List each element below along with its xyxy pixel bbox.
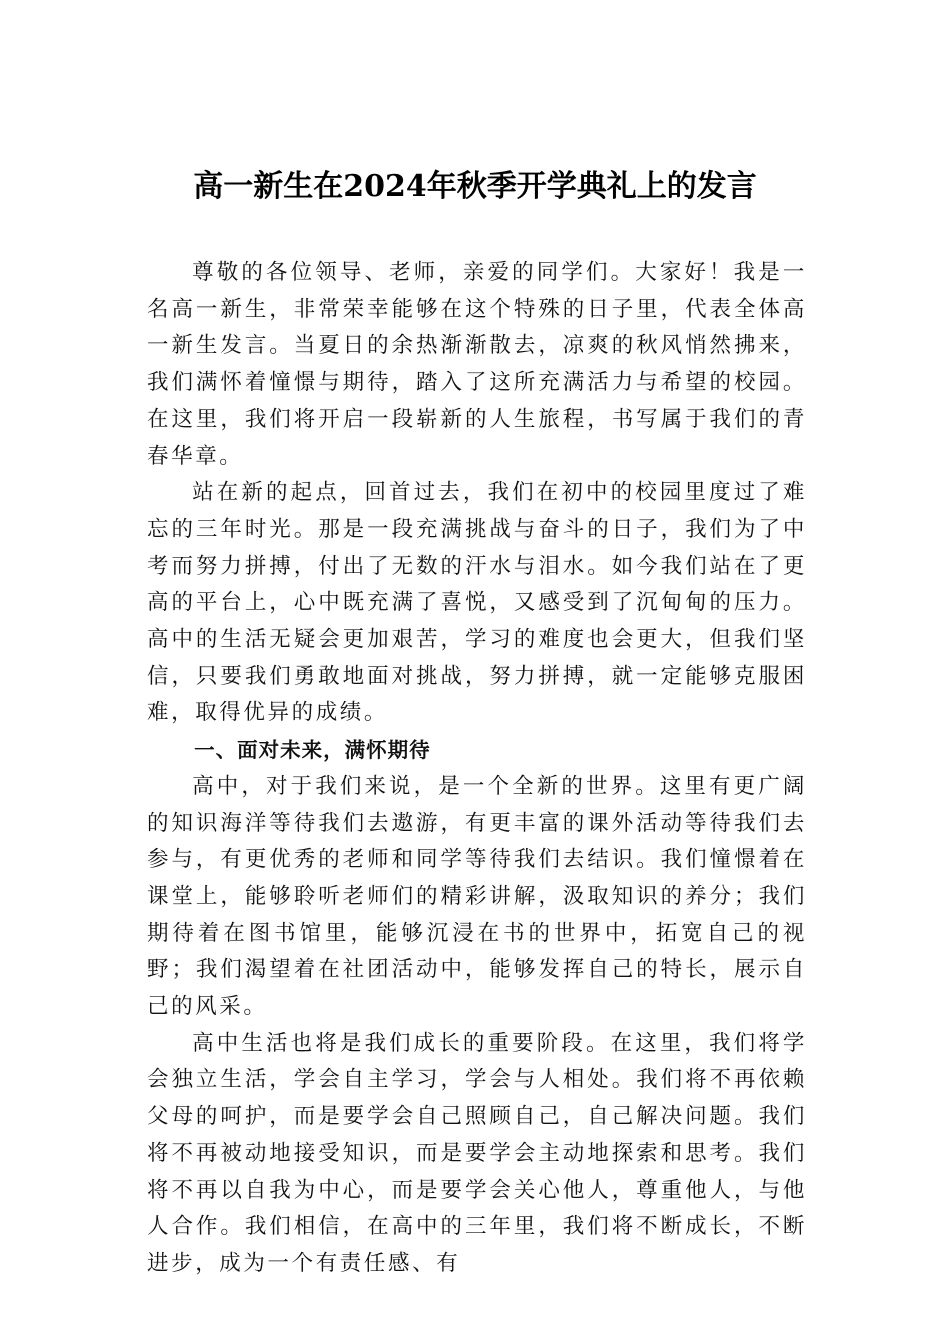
paragraph-new-world: 高中，对于我们来说，是一个全新的世界。这里有更广阔的知识海洋等待我们去遨游，有更丰富的课外活动等待我们去参与，有更优秀的老师和同学等待我们去结识。我们憧憬着在课堂上，能够聆听老师们的精彩讲解，汲取知识的养分；我们期待着在图书馆里，能够沉浸在书的世界中，拓宽自己的视野；我们渴望着在社团活动中，能够发挥自己的特长，展示自己的风采。 xyxy=(147,773,807,1020)
paragraph-looking-back: 站在新的起点，回首过去，我们在初中的校园里度过了难忘的三年时光。那是一段充满挑战与奋斗的日子，我们为了中考而努力拼搏，付出了无数的汗水与泪水。如今我们站在了更高的平台上，心中既充满了喜悦，又感受到了沉甸甸的压力。高中的生活无疑会更加艰苦，学习的难度也会更大，但我们坚信，只要我们勇敢地面对挑战，努力拼搏，就一定能够克服困难，取得优异的成绩。 xyxy=(147,480,807,726)
document-body xyxy=(147,255,807,1283)
paragraph-growth: 高中生活也将是我们成长的重要阶段。在这里，我们将学会独立生活，学会自主学习，学会与人相处。我们将不再依赖父母的呵护，而是要学会自己照顾自己，自己解决问题。我们将不再被动地接受知识，而是要学会主动地探索和思考。我们将不再以自我为中心，而是要学会关心他人，尊重他人，与他人合作。我们相信，在高中的三年里，我们将不断成长，不断进步，成为一个有责任感、有 xyxy=(147,1030,807,1276)
section-heading: 一、面对未来，满怀期待 xyxy=(194,738,431,763)
paragraph-greeting: 尊敬的各位领导、老师，亲爱的同学们。大家好！我是一名高一新生，非常荣幸能够在这个特殊的日子里，代表全体高一新生发言。当夏日的余热渐渐散去，凉爽的秋风悄然拂来，我们满怀着憧憬与期待，踏入了这所充满活力与希望的校园。在这里，我们将开启一段崭新的人生旅程，书写属于我们的青春华章。 xyxy=(147,260,807,469)
document-title: 高一新生在2024年秋季开学典礼上的发言 xyxy=(193,169,757,204)
